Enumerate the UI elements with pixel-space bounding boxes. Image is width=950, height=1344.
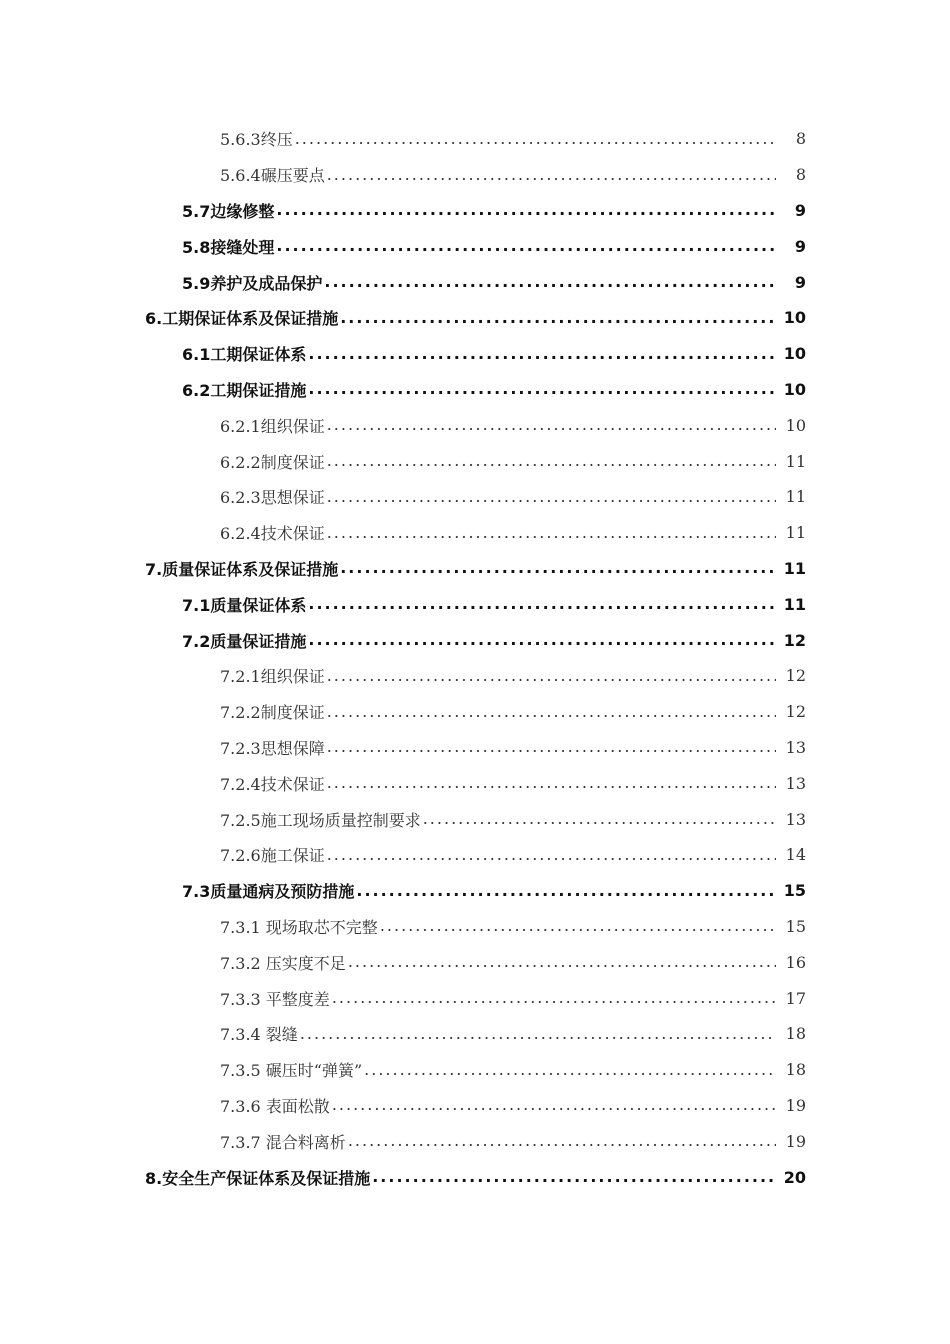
toc-leader-dots bbox=[327, 451, 776, 471]
toc-leader-dots bbox=[364, 1060, 776, 1080]
toc-page-number: 8 bbox=[795, 129, 806, 149]
toc-page-number: 10 bbox=[783, 308, 806, 328]
toc-leader-dots bbox=[308, 630, 776, 650]
toc-page-number: 12 bbox=[785, 702, 806, 722]
toc-leader-dots bbox=[327, 702, 776, 722]
toc-entry[interactable] bbox=[0, 980, 806, 1016]
toc-leader-dots bbox=[356, 881, 776, 901]
toc-entry-label: 7.2质量保证措施 bbox=[182, 631, 307, 651]
toc-page-number: 11 bbox=[785, 451, 806, 471]
toc-entry-label: 7.2.2制度保证 bbox=[220, 703, 325, 723]
toc-entry-label: 7.3质量通病及预防措施 bbox=[182, 882, 355, 902]
toc-entry[interactable] bbox=[0, 372, 806, 408]
toc-entry[interactable] bbox=[0, 765, 806, 801]
toc-leader-dots bbox=[276, 200, 776, 220]
toc-entry-label: 7.1质量保证体系 bbox=[182, 595, 307, 615]
toc-entry-label: 7.3.7 混合料离析 bbox=[220, 1132, 346, 1152]
toc-entry[interactable] bbox=[0, 443, 806, 479]
toc-page-number: 18 bbox=[785, 1060, 806, 1080]
toc-entry[interactable] bbox=[0, 264, 806, 300]
toc-entry-label: 6.1工期保证体系 bbox=[182, 345, 307, 365]
toc-page-number: 9 bbox=[794, 200, 806, 220]
toc-entry-label: 5.7边缘修整 bbox=[182, 201, 275, 221]
toc-entry[interactable] bbox=[0, 157, 806, 193]
toc-leader-dots bbox=[324, 272, 776, 292]
toc-entry[interactable] bbox=[0, 515, 806, 551]
toc-leader-dots bbox=[300, 1024, 776, 1044]
toc-leader-dots bbox=[332, 988, 776, 1008]
toc-leader-dots bbox=[372, 1167, 776, 1187]
toc-page-number: 11 bbox=[783, 594, 806, 614]
toc-entry[interactable] bbox=[0, 837, 806, 873]
toc-page-number: 16 bbox=[785, 952, 806, 972]
toc-entry[interactable] bbox=[0, 1052, 806, 1088]
toc-page-number: 12 bbox=[783, 630, 806, 650]
toc-entry-label: 6.2工期保证措施 bbox=[182, 380, 307, 400]
toc-page-number: 11 bbox=[783, 558, 806, 578]
toc-entry-label: 7.3.3 平整度差 bbox=[220, 989, 330, 1009]
toc-page-number: 13 bbox=[785, 809, 806, 829]
toc-entry[interactable] bbox=[0, 694, 806, 730]
toc-entry[interactable] bbox=[0, 407, 806, 443]
toc-page-number: 13 bbox=[785, 737, 806, 757]
toc-entry-label: 7.3.2 压实度不足 bbox=[220, 953, 346, 973]
toc-page-number: 12 bbox=[785, 666, 806, 686]
toc-entry-label: 7.2.3思想保障 bbox=[220, 738, 325, 758]
toc-entry[interactable] bbox=[0, 1016, 806, 1052]
toc-leader-dots bbox=[295, 129, 776, 149]
toc-entry[interactable] bbox=[0, 121, 806, 157]
toc-page-number: 15 bbox=[785, 916, 806, 936]
toc-leader-dots bbox=[332, 1095, 776, 1115]
toc-entry-label: 7.3.6 表面松散 bbox=[220, 1096, 330, 1116]
toc-entry-label: 6.2.2制度保证 bbox=[220, 452, 325, 472]
toc-entry[interactable] bbox=[0, 336, 806, 372]
toc-leader-dots bbox=[327, 165, 776, 185]
toc-entry[interactable] bbox=[0, 551, 806, 587]
toc-page-number: 11 bbox=[785, 523, 806, 543]
toc-entry-label: 6.2.4技术保证 bbox=[220, 524, 325, 544]
toc-entry-label: 5.8接缝处理 bbox=[182, 237, 275, 257]
toc-leader-dots bbox=[327, 773, 776, 793]
toc-leader-dots bbox=[308, 379, 776, 399]
toc-entry-label: 6.工期保证体系及保证措施 bbox=[145, 309, 339, 329]
toc-entry-label: 7.3.1 现场取芯不完整 bbox=[220, 917, 378, 937]
table-of-contents bbox=[0, 121, 950, 1195]
toc-entry-label: 7.3.4 裂缝 bbox=[220, 1025, 298, 1045]
toc-leader-dots bbox=[380, 916, 776, 936]
toc-entry[interactable] bbox=[0, 193, 806, 229]
toc-entry[interactable] bbox=[0, 1123, 806, 1159]
toc-leader-dots bbox=[327, 666, 776, 686]
toc-page-number: 10 bbox=[783, 379, 806, 399]
toc-page-number: 10 bbox=[785, 415, 806, 435]
toc-page-number: 18 bbox=[785, 1024, 806, 1044]
toc-leader-dots bbox=[348, 1131, 776, 1151]
toc-leader-dots bbox=[348, 952, 776, 972]
toc-entry-label: 6.2.3思想保证 bbox=[220, 488, 325, 508]
toc-page-number: 15 bbox=[783, 881, 806, 901]
toc-leader-dots bbox=[423, 809, 776, 829]
toc-leader-dots bbox=[327, 487, 776, 507]
toc-entry-label: 7.2.6施工保证 bbox=[220, 846, 325, 866]
toc-page-number: 19 bbox=[785, 1095, 806, 1115]
toc-page-number: 8 bbox=[795, 165, 806, 185]
toc-entry-label: 7.3.5 碾压时“弹簧” bbox=[220, 1061, 363, 1081]
toc-entry-label: 8.安全生产保证体系及保证措施 bbox=[145, 1168, 371, 1188]
toc-entry[interactable] bbox=[0, 300, 806, 336]
toc-leader-dots bbox=[340, 308, 776, 328]
toc-entry[interactable] bbox=[0, 909, 806, 945]
toc-entry-label: 5.6.3终压 bbox=[220, 130, 293, 150]
toc-entry-label: 5.6.4碾压要点 bbox=[220, 166, 325, 186]
toc-entry-label: 7.2.4技术保证 bbox=[220, 774, 325, 794]
toc-page-number: 17 bbox=[785, 988, 806, 1008]
toc-page-number: 19 bbox=[785, 1131, 806, 1151]
toc-leader-dots bbox=[327, 523, 776, 543]
toc-entry-label: 7.质量保证体系及保证措施 bbox=[145, 559, 339, 579]
toc-entry[interactable] bbox=[0, 801, 806, 837]
toc-entry[interactable] bbox=[0, 944, 806, 980]
toc-page-number: 9 bbox=[794, 236, 806, 256]
toc-leader-dots bbox=[308, 344, 776, 364]
toc-leader-dots bbox=[276, 236, 776, 256]
toc-page-number: 10 bbox=[783, 344, 806, 364]
toc-page-number: 11 bbox=[785, 487, 806, 507]
toc-leader-dots bbox=[327, 415, 776, 435]
toc-entry[interactable] bbox=[0, 479, 806, 515]
toc-leader-dots bbox=[327, 845, 776, 865]
toc-entry[interactable] bbox=[0, 1088, 806, 1124]
toc-entry[interactable] bbox=[0, 228, 806, 264]
toc-entry[interactable] bbox=[0, 873, 806, 909]
toc-entry-label: 7.2.1组织保证 bbox=[220, 667, 325, 687]
toc-entry-label: 7.2.5施工现场质量控制要求 bbox=[220, 810, 421, 830]
toc-entry[interactable] bbox=[0, 586, 806, 622]
toc-entry[interactable] bbox=[0, 622, 806, 658]
toc-leader-dots bbox=[327, 737, 776, 757]
toc-page-number: 9 bbox=[794, 272, 806, 292]
toc-entry-label: 5.9养护及成品保护 bbox=[182, 273, 323, 293]
toc-entry[interactable] bbox=[0, 658, 806, 694]
toc-entry[interactable] bbox=[0, 730, 806, 766]
toc-entry[interactable] bbox=[0, 1159, 806, 1195]
toc-leader-dots bbox=[308, 594, 776, 614]
toc-page-number: 14 bbox=[785, 845, 806, 865]
toc-page-number: 20 bbox=[783, 1167, 806, 1187]
toc-page-number: 13 bbox=[785, 773, 806, 793]
toc-leader-dots bbox=[340, 558, 776, 578]
toc-entry-label: 6.2.1组织保证 bbox=[220, 416, 325, 436]
